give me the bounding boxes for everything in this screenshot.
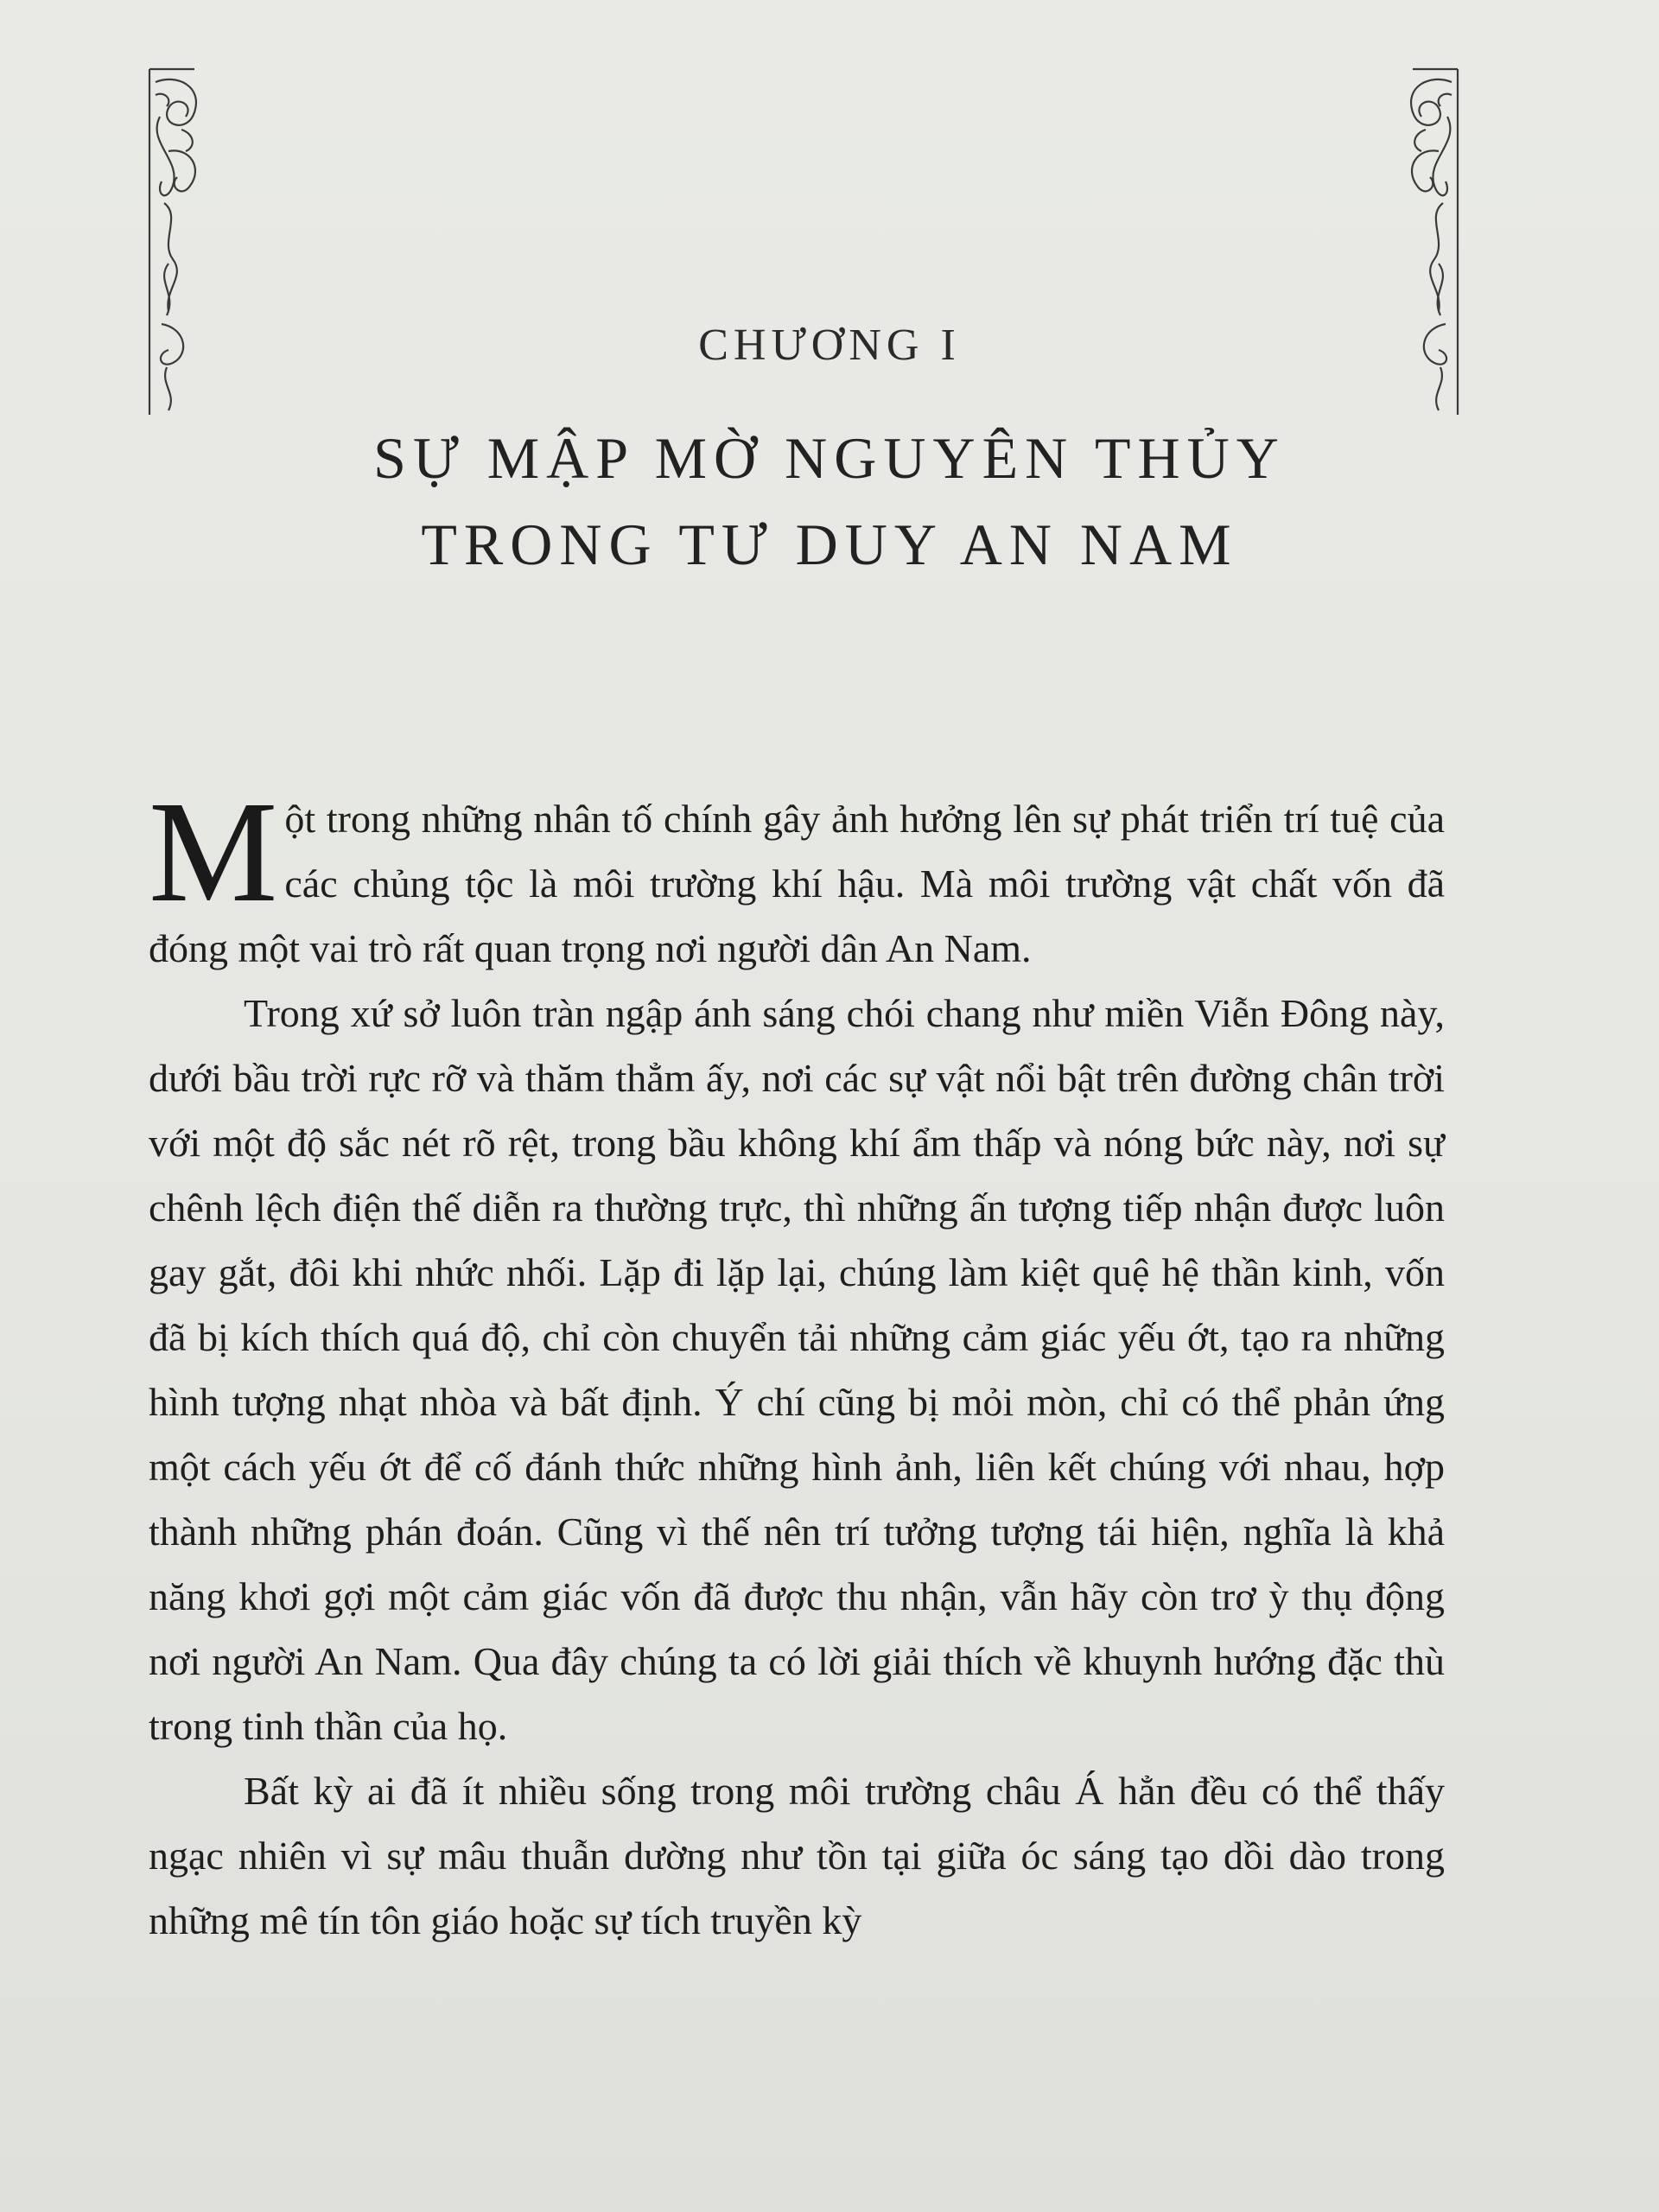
chapter-title (0, 415, 1659, 588)
chapter-title-line-2: TRONG TƯ DUY AN NAM (421, 512, 1238, 577)
chapter-title-line-1: SỰ MẬP MỜ NGUYÊN THỦY (373, 425, 1286, 491)
paragraph-1-text: ột trong những nhân tố chính gây ảnh hưởng lên sự phát triển trí tuệ của các chủng tộc là môi trường khí hậu. Mà môi trường vật chất vốn đã đóng một vai trò rất quan trọng nơi người dân An Nam. (149, 797, 1445, 970)
paragraph-3: Bất kỳ ai đã ít nhiều sống trong môi trường châu Á hẳn đều có thể thấy ngạc nhiên vì sự mâu thuẫn dường như tồn tại giữa óc sáng tạo dồi dào trong những mê tín tôn giáo hoặc sự tích truyền kỳ (149, 1769, 1445, 1942)
paragraph-2: Trong xứ sở luôn tràn ngập ánh sáng chói chang như miền Viễn Đông này, dưới bầu trời rực rỡ và thăm thẳm ấy, nơi các sự vật nổi bật trên đường chân trời với một độ sắc nét rõ rệt, trong bầu không khí ẩm thấp và nóng bức này, nơi sự chênh lệch điện thế diễn ra thường trực, thì những ấn tượng tiếp nhận được luôn gay gắt, đôi khi nhức nhối. Lặp đi lặp lại, chúng làm kiệt quệ hệ thần kinh, vốn đã bị kích thích quá độ, chỉ còn chuyển tải những cảm giác yếu ớt, tạo ra những hình tượng nhạt nhòa và bất định. Ý chí cũng bị mỏi mòn, chỉ có thể phản ứng một cách yếu ớt để cố đánh thức những hình ảnh, liên kết chúng với nhau, hợp thành những phán đoán. Cũng vì thế nên trí tưởng tượng tái hiện, nghĩa là khả năng khơi gợi một cảm giác vốn đã được thu nhận, vẫn hãy còn trơ ỳ thụ động nơi người An Nam. Qua đây chúng ta có lời giải thích về khuynh hướng đặc thù trong tinh thần của họ. (149, 991, 1445, 1748)
drop-cap: M (149, 772, 278, 932)
paragraph-1 (149, 772, 1445, 981)
chapter-label: CHƯƠNG I (698, 321, 961, 370)
body-text (149, 772, 1445, 1953)
